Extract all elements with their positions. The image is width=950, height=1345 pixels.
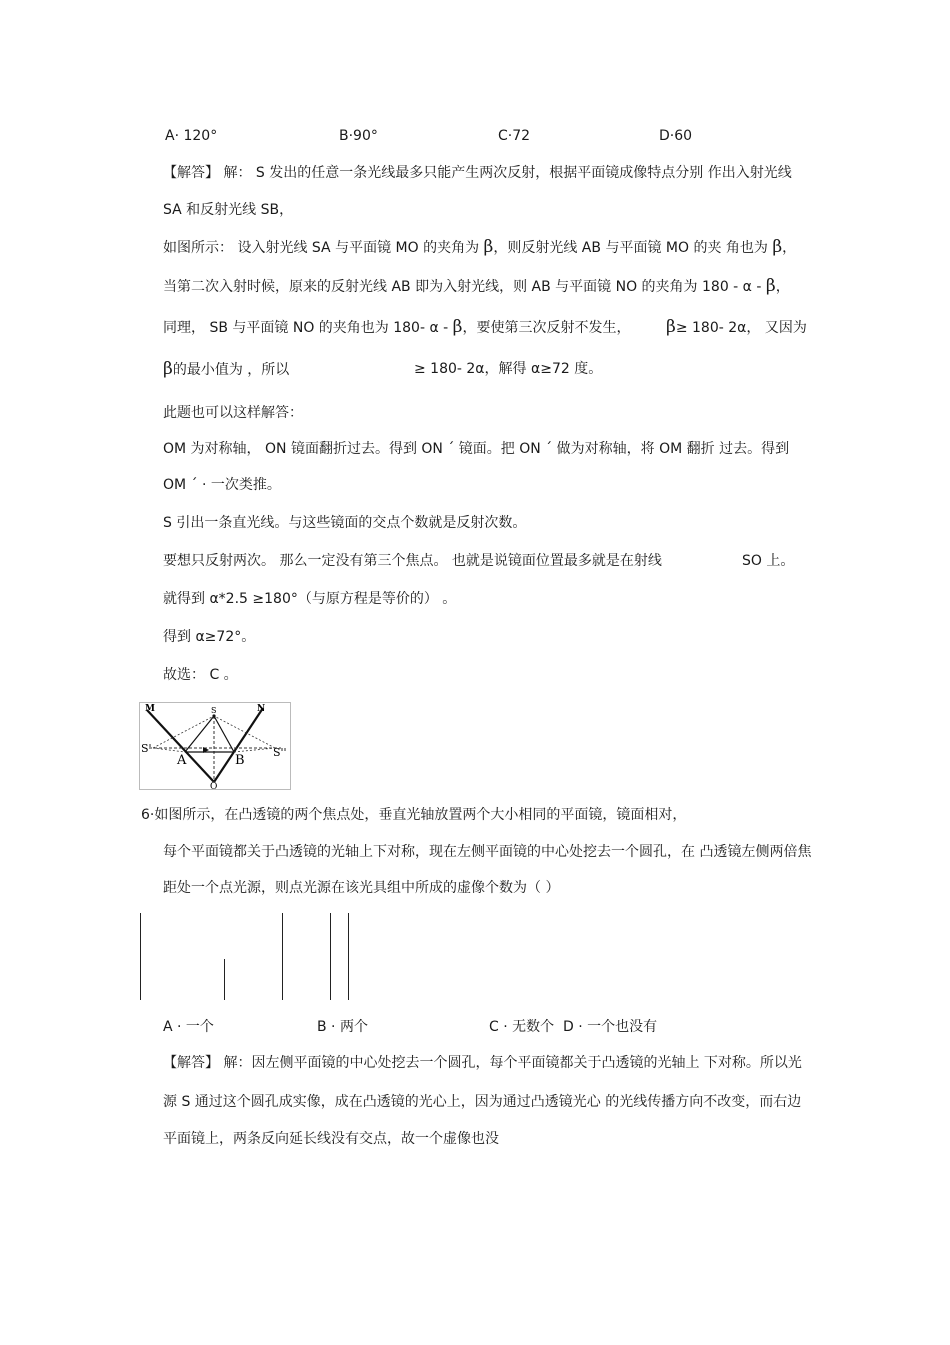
option-a: A · 一个 [163,1019,214,1035]
option-c: C·72 [498,128,531,144]
label-o: O [210,782,218,790]
text-fragment: 如图所示： 设入射光线 SA 与平面镜 MO 的夹角为 [163,240,484,256]
text-fragment: 同理， SB 与平面镜 NO 的夹角也为 180- α - [163,320,453,336]
alt-line-5: 要想只反射两次。 那么一定没有第三个焦点。 也就是说镜面位置最多就是在射线 [163,553,662,569]
short-line [224,959,225,1000]
q6-solution-line-3: 平面镜上，两条反向延长线没有交点，故一个虚像也没 [163,1131,499,1147]
solution-text: 解：因左侧平面镜的中心处挖去一个圆孔，每个平面镜都关于凸透镜的光轴上 下对称。所以光 [223,1055,802,1071]
beta-symbol: β [163,359,173,379]
option-b: B·90° [339,128,378,144]
question-6-first-line [141,805,686,825]
choice-line: 故选： C 。 [163,667,238,683]
beta-symbol: β [765,276,776,296]
question-6-line-3: 距处一个点光源，则点光源在该光具组中所成的虚像个数为（ ） [163,880,560,896]
solution-line-6 [163,359,289,380]
text-fragment: 的最小值为 ，所以 [172,362,290,378]
solution-line-2: SA 和反射光线 SB， [163,202,294,218]
label-b: B [235,753,245,768]
solution-text: 解： S 发出的任意一条光线最多只能产生两次反射，根据平面镜成像特点分别 作出入射光线 [223,165,792,181]
question-number: 6 [141,807,150,823]
answer-label: 【解答】 [163,1055,219,1071]
alt-line-2: OM 为对称轴， ON 镜面翻折过去。得到 ON ´ 镜面。把 ON ´ 做为对称轴，将 OM 翻折 过去。得到 [163,441,790,457]
label-s-prime: S' [141,742,152,755]
alt-line-4: S 引出一条直光线。与这些镜面的交点个数就是反射次数。 [163,515,527,531]
solution-line-6-tail: ≥ 180- 2α，解得 α≥72 度。 [414,361,603,377]
solution-line-5 [163,317,630,338]
beta-symbol: β [452,317,463,337]
option-d: D · 一个也没有 [563,1019,658,1035]
solution-line-3 [163,237,796,258]
option-d: D·60 [659,128,693,144]
beta-symbol: β [666,317,676,337]
q6-solution-line-2: 源 S 通过这个圆孔成实像，成在凸透镜的光心上，因为通过凸透镜光心 的光线传播方向不改变，而右边 [163,1094,802,1110]
solution-line-4 [163,276,790,297]
alt-line-6: 就得到 α*2.5 ≥180°（与原方程是等价的） 。 [163,591,457,607]
beta-symbol: β [772,237,783,257]
lens-line [282,913,283,1000]
right-mirror-line-2 [348,913,349,1000]
answer-label: 【解答】 [163,165,219,181]
text-fragment: ≥ 180- 2α， 又因为 [675,320,807,336]
label-a: A [177,753,187,768]
right-mirror-line-1 [330,913,331,1000]
alt-line-1: 此题也可以这样解答： [163,405,303,421]
option-c: C · 无数个 [489,1019,555,1035]
text-fragment: ，要使第三次反射不发生， [462,320,631,336]
text-fragment: 当第二次入射时候，原来的反射光线 AB 即为入射光线，则 AB 与平面镜 NO 的夹角为 180 - α - [163,279,766,295]
label-s-double-prime: S'' [273,746,287,759]
option-b: B · 两个 [317,1019,368,1035]
text-fragment: ， [782,240,797,256]
solution-line-5-tail [666,317,807,338]
option-a: A· 120° [165,128,218,144]
beta-symbol: β [483,237,494,257]
alt-line-3: OM ´ · 一次类推。 [163,477,281,493]
alt-line-7: 得到 α≥72°。 [163,629,256,645]
text-fragment: ， [775,279,790,295]
mirror-no [214,708,263,782]
alt-line-5-tail: SO 上。 [742,553,795,569]
solution-line-1 [163,163,792,183]
mirror-reflection-diagram [139,702,291,790]
question-6-line-2: 每个平面镜都关于凸透镜的光轴上下对称，现在左侧平面镜的中心处挖去一个圆孔，在 凸透镜左侧两倍焦 [163,844,812,860]
q6-solution-line-1 [163,1053,802,1073]
text-fragment: ，则反射光线 AB 与平面镜 MO 的夹 角也为 [493,240,773,256]
question-text: ·如图所示，在凸透镜的两个焦点处，垂直光轴放置两个大小相同的平面镜，镜面相对， [149,807,687,823]
label-m: M [145,704,155,714]
left-mirror-line [140,913,141,1000]
label-s: S [211,706,217,715]
label-n: N [257,704,266,714]
